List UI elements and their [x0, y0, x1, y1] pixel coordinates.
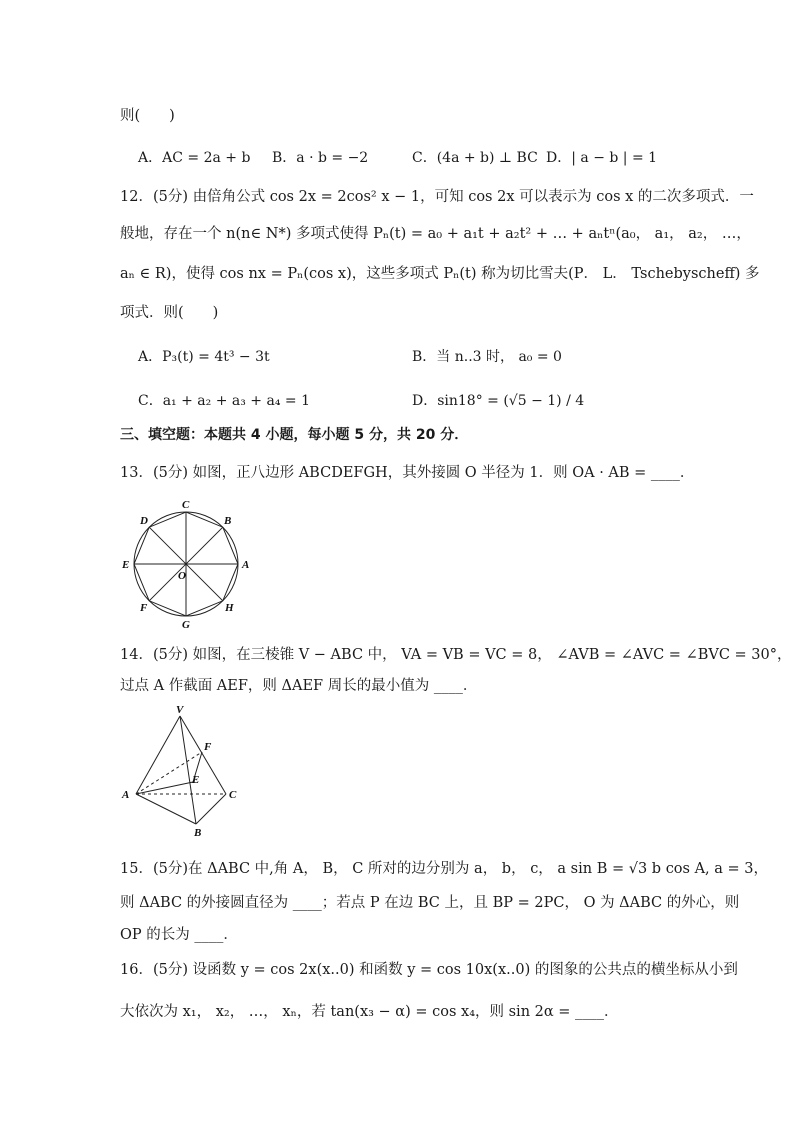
- q11-stem-tail: 则( ): [120, 108, 175, 124]
- segment-af: [136, 752, 202, 794]
- pyramid-figure: [118, 702, 248, 840]
- q12-option-d: D．sin18° = (√5 − 1) / 4: [412, 393, 585, 409]
- edge-va: [136, 716, 180, 794]
- q11-option-a: A．AC = 2a + b: [138, 150, 251, 166]
- section-3-heading: 三、填空题：本题共 4 小题，每小题 5 分，共 20 分．: [120, 427, 469, 443]
- label-f: F: [140, 602, 148, 614]
- label-c: C: [229, 789, 237, 801]
- label-o: O: [178, 570, 186, 582]
- label-a: A: [122, 789, 130, 801]
- q14-line-1: 14．(5分) 如图，在三棱锥 V − ABC 中， VA = VB = VC = 8， ∠AVB = ∠AVC = ∠BVC = 30°，: [120, 647, 792, 663]
- label-c: C: [182, 499, 190, 511]
- label-f: F: [204, 741, 212, 753]
- q12-line-4: 项式．则( ): [120, 305, 219, 321]
- q15-line-1: 15．(5分)在 ΔABC 中,角 A， B， C 所对的边分别为 a， b， c， a sin B = √3 b cos A, a = 3，: [120, 861, 769, 877]
- q12-line-3: aₙ ∈ R)，使得 cos nx = Pₙ(cos x)，这些多项式 Pₙ(t) 称为切比雪夫(P． L． Tschebyscheff) 多: [120, 266, 760, 282]
- label-b: B: [194, 827, 202, 839]
- q14-line-2: 过点 A 作截面 AEF，则 ΔAEF 周长的最小值为 ____．: [120, 678, 478, 694]
- q11-option-c: C．(4a + b) ⊥ BC: [412, 150, 538, 166]
- edge-vb: [180, 716, 196, 824]
- segment-ae: [136, 782, 193, 794]
- octagon-figure: [118, 494, 258, 634]
- edge-vc: [180, 716, 226, 794]
- q12-line-2: 般地，存在一个 n(n∈ N*) 多项式使得 Pₙ(t) = a₀ + a₁t + a₂t² + … + aₙtⁿ(a₀， a₁， a₂， …，: [120, 226, 751, 242]
- q15-line-2: 则 ΔABC 的外接圆直径为 ____；若点 P 在边 BC 上，且 BP = 2PC， O 为 ΔABC 的外心，则: [120, 895, 740, 911]
- label-d: D: [140, 515, 148, 527]
- label-g: G: [182, 619, 190, 631]
- label-h: H: [225, 602, 234, 614]
- label-v: V: [176, 704, 184, 716]
- edge-ab: [136, 794, 196, 824]
- q12-option-b: B．当 n..3 时， a₀ = 0: [412, 349, 562, 365]
- q12-option-c: C．a₁ + a₂ + a₃ + a₄ = 1: [138, 393, 310, 409]
- q15-line-3: OP 的长为 ____．: [120, 927, 238, 943]
- q11-option-b: B．a · b = −2: [272, 150, 369, 166]
- label-e: E: [192, 774, 200, 786]
- label-e: E: [122, 559, 130, 571]
- q13-text: 13．(5分) 如图，正八边形 ABCDEFGH，其外接圆 O 半径为 1．则 OA · AB = ____．: [120, 465, 695, 481]
- q11-option-d: D．| a − b | = 1: [546, 150, 658, 166]
- label-b: B: [224, 515, 232, 527]
- q12-line-1: 12．(5分) 由倍角公式 cos 2x = 2cos² x − 1，可知 cos 2x 可以表示为 cos x 的二次多项式．一: [120, 189, 754, 205]
- edge-bc: [196, 794, 226, 824]
- q16-line-1: 16．(5分) 设函数 y = cos 2x(x..0) 和函数 y = cos 10x(x..0) 的图象的公共点的横坐标从小到: [120, 962, 738, 978]
- q16-line-2: 大依次为 x₁， x₂， …， xₙ，若 tan(x₃ − α) = cos x₄，则 sin 2α = ____．: [120, 1004, 619, 1020]
- q12-option-a: A．P₃(t) = 4t³ − 3t: [138, 349, 270, 365]
- label-a: A: [242, 559, 250, 571]
